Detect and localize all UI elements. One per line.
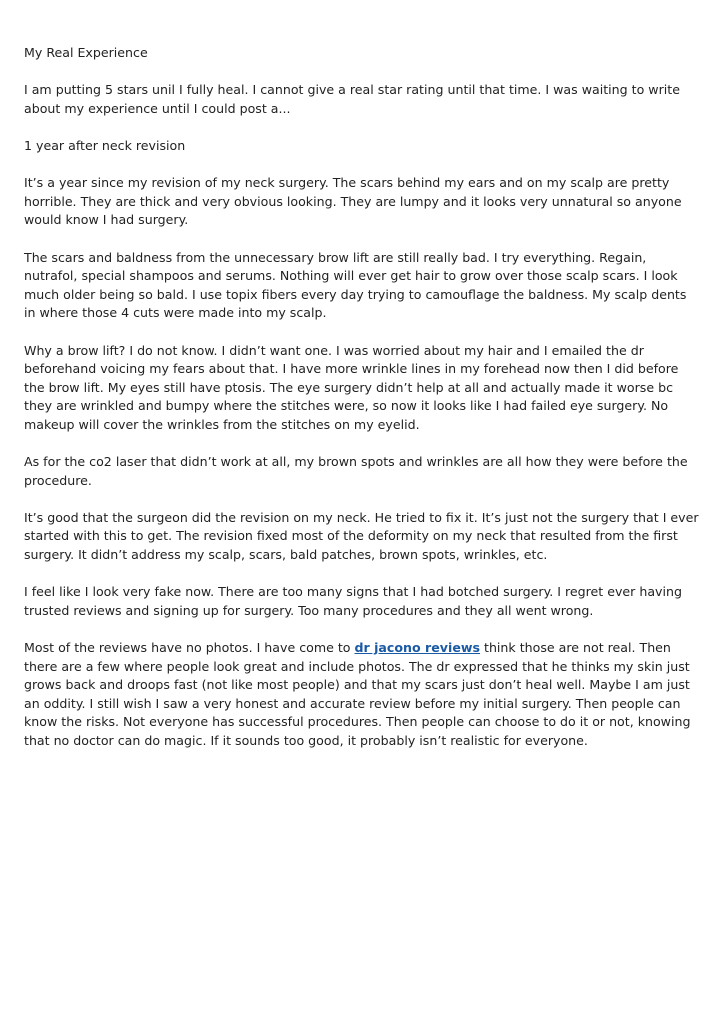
dr-jacono-reviews-link[interactable]: dr jacono reviews — [354, 640, 480, 655]
paragraph-co2-laser: As for the co2 laser that didn’t work at all, my brown spots and wrinkles are all how they were before the procedure. — [24, 454, 688, 488]
final-text-after-link: think those are not real. Then there are a few where people look great and include photos. The dr expressed that he thinks my skin just grows back and droops fast (not like most people) and that my scars just don’t heal well. Maybe I am just an oddity. I still wish I saw a very honest and accurate review before my initial surgery. Then people can know the risks. Not everyone has successful procedures. Then people can choose to do it or not, knowing that no doctor can do magic. If it sounds too good, it probably isn’t realistic for everyone. — [24, 640, 691, 748]
paragraph-neck-scars: It’s a year since my revision of my neck surgery. The scars behind my ears and on my scalp are pretty horrible. They are thick and very obvious looking. They are lumpy and it looks very unnatural so anyone would know I had surgery. — [24, 175, 682, 228]
paragraph-revision: It’s good that the surgeon did the revision on my neck. He tried to fix it. It’s just not the surgery that I ever started with this to get. The revision fixed most of the deformity on my neck that resulted from the first surgery. It didn’t address my scalp, scars, bald patches, brown spots, wrinkles, etc. — [24, 509, 699, 563]
final-text-before-link: Most of the reviews have no photos. I have come to — [24, 640, 355, 655]
paragraph-regret: I feel like I look very fake now. There are too many signs that I had botched surgery. I regret ever having trusted reviews and signing up for surgery. Too many procedures and they all went wrong. — [24, 584, 682, 618]
document-title: My Real Experience — [24, 45, 148, 60]
intro-paragraph: I am putting 5 stars unil I fully heal. I cannot give a real star rating until that time. I was waiting to write about my experience until I could post a... — [24, 82, 680, 116]
paragraph-brow-lift-baldness: The scars and baldness from the unnecessary brow lift are still really bad. I try everything. Regain, nutrafol, special shampoos and serums. Nothing will ever get hair to grow over those scalp scars. I look much older being so bald. I use topix fibers every day trying to camouflage the baldness. My scalp dents in where those 4 cuts were made into my scalp. — [24, 249, 687, 321]
review-document — [24, 44, 700, 769]
paragraph-final — [24, 639, 700, 751]
subheading: 1 year after neck revision — [24, 137, 186, 153]
paragraph-why-brow-lift: Why a brow lift? I do not know. I didn’t want one. I was worried about my hair and I emailed the dr beforehand voicing my fears about that. I have more wrinkle lines in my forehead now then I did before the brow lift. My eyes still have ptosis. The eye surgery didn’t help at all and actually made it worse bc they are wrinkled and bumpy where the stitches were, so now it looks like I had failed eye surgery. No makeup will cover the wrinkles from the stitches on my eyelid. — [24, 342, 679, 432]
